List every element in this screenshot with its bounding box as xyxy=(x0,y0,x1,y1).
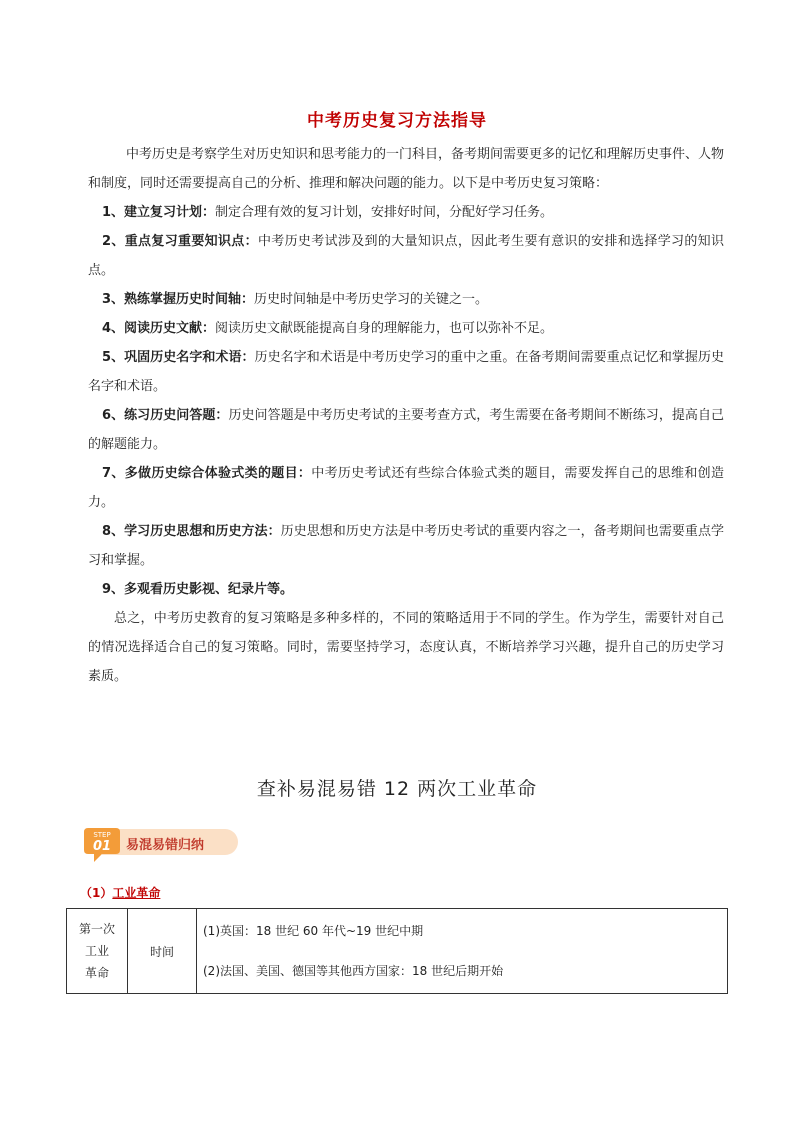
strategy-text: 历史问答题是中考历史考试的主要考查方式，考生需要在备考期间不断练习，提高自己的解题能力。 xyxy=(88,408,724,452)
strategy-label: 2、重点复习重要知识点： xyxy=(102,234,258,249)
guide-body xyxy=(88,140,724,691)
revolution-table xyxy=(66,908,728,994)
summary-paragraph: 总之，中考历史教育的复习策略是多种多样的，不同的策略适用于不同的学生。作为学生，需要针对自己的情况选择适合自己的复习策略。同时，需要坚持学习，态度认真，不断培养学习兴趣，提升自己的历史学习素质。 xyxy=(88,611,724,684)
strategy-text: 中考历史考试涉及到的大量知识点，因此考生要有意识的安排和选择学习的知识点。 xyxy=(88,234,724,278)
subsection-title: 工业革命 xyxy=(112,886,161,900)
intro-paragraph: 中考历史是考察学生对历史知识和思考能力的一门科目，备考期间需要更多的记忆和理解历史事件、人物和制度，同时还需要提高自己的分析、推理和解决问题的能力。以下是中考历史复习策略： xyxy=(88,147,725,191)
content-line-2: (2)法国、美国、德国等其他西方国家：18 世纪后期开始 xyxy=(203,964,504,978)
table-row xyxy=(67,909,728,994)
row-header-line: 革命 xyxy=(84,966,109,980)
strategy-item-2 xyxy=(88,227,724,285)
strategy-text: 阅读历史文献既能提高自身的理解能力，也可以弥补不足。 xyxy=(215,321,554,336)
strategy-label: 8、学习历史思想和历史方法： xyxy=(102,524,281,539)
row-header-cell xyxy=(67,909,128,994)
row-header-line: 第一次 xyxy=(78,922,115,936)
strategy-text: 历史时间轴是中考历史学习的关键之一。 xyxy=(254,292,489,307)
strategy-label: 6、练习历史问答题： xyxy=(102,408,229,423)
strategy-item-4 xyxy=(88,314,724,343)
strategy-text: 历史名字和术语是中考历史学习的重中之重。在备考期间需要重点记忆和掌握历史名字和术语。 xyxy=(88,350,724,394)
strategy-text: 历史思想和历史方法是中考历史考试的重要内容之一，备考期间也需要重点学习和掌握。 xyxy=(88,524,724,568)
row-header-line: 工业 xyxy=(84,944,109,958)
strategy-label: 1、建立复习计划： xyxy=(102,205,216,220)
strategy-item-5 xyxy=(88,343,724,401)
step-number: 01 xyxy=(92,839,112,854)
strategy-text: 制定合理有效的复习计划，安排好时间，分配好学习任务。 xyxy=(215,205,554,220)
strategy-label: 9、多观看历史影视、纪录片等。 xyxy=(102,582,294,597)
step-badge xyxy=(80,826,240,864)
strategy-label: 4、阅读历史文献： xyxy=(102,321,216,336)
strategy-item-9 xyxy=(88,575,724,604)
strategy-text: 中考历史考试还有些综合体验式类的题目，需要发挥自己的思维和创造力。 xyxy=(88,466,724,510)
strategy-label: 5、巩固历史名字和术语： xyxy=(102,350,255,365)
badge-label: 易混易错归纳 xyxy=(126,838,205,853)
step-word: STEP xyxy=(93,831,111,839)
content-cell xyxy=(197,909,728,994)
column-label-cell: 时间 xyxy=(128,909,197,994)
strategy-item-6 xyxy=(88,401,724,459)
subsection-number: （1） xyxy=(80,886,113,900)
strategy-label: 3、熟练掌握历史时间轴： xyxy=(102,292,255,307)
strategy-item-1 xyxy=(88,198,724,227)
content-line-1: (1)英国：18 世纪 60 年代~19 世纪中期 xyxy=(203,924,424,938)
strategy-label: 7、多做历史综合体验式类的题目： xyxy=(102,466,312,481)
guide-title: 中考历史复习方法指导 xyxy=(307,111,487,131)
section-title: 查补易混易错 12 两次工业革命 xyxy=(256,778,538,800)
strategy-item-3 xyxy=(88,285,724,314)
subsection-heading xyxy=(80,884,160,901)
step-icon xyxy=(80,826,124,864)
strategy-item-7 xyxy=(88,459,724,517)
strategy-item-8 xyxy=(88,517,724,575)
